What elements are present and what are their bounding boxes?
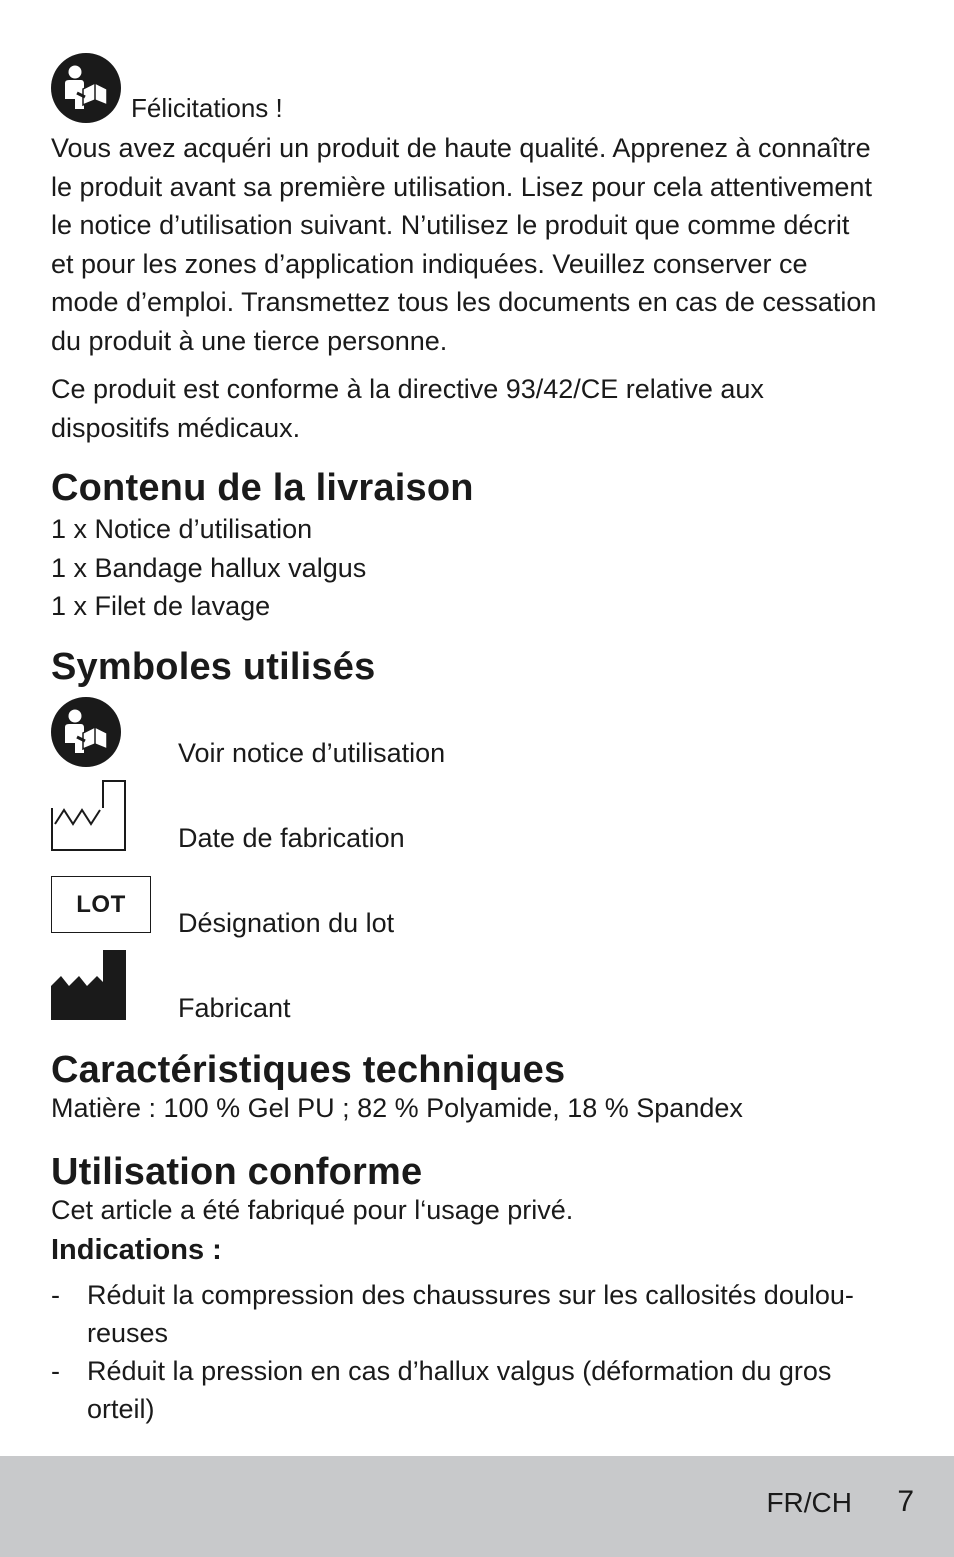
indications-title: Indications :	[51, 1234, 222, 1266]
specs-title: Caractéristiques techniques	[51, 1049, 566, 1091]
symbols-title: Symboles utilisés	[51, 646, 376, 688]
usage-text: Cet article a été fabriqué pour l‘usage privé.	[51, 1195, 574, 1225]
lot-icon: LOT	[51, 876, 151, 933]
page-number: 7	[897, 1485, 914, 1518]
contents-title: Contenu de la livraison	[51, 467, 474, 509]
intro-line: Vous avez acquéri un produit de haute qualité. Apprenez à connaître	[51, 133, 871, 163]
list-item: 1 x Bandage hallux valgus	[51, 552, 367, 583]
contents-list	[51, 510, 366, 626]
bullet-line: Réduit la pression en cas d’hallux valgus (déformation du gros	[87, 1356, 832, 1386]
indications-list	[51, 1276, 871, 1428]
intro-line: le produit avant sa première utilisation. Lisez pour cela attentivement	[51, 171, 872, 202]
intended-use-title: Utilisation conforme	[51, 1151, 423, 1193]
material-text: Matière : 100 % Gel PU ; 82 % Polyamide, 18 % Spandex	[51, 1093, 743, 1123]
intro-line: mode d’emploi. Transmettez tous les documents en cas de cessation	[51, 287, 877, 317]
list-item: 1 x Filet de lavage	[51, 591, 271, 621]
directive-line: Ce produit est conforme à la directive 93/42/CE relative aux	[51, 374, 764, 404]
manufacture-date-icon	[51, 780, 127, 852]
directive-paragraph	[51, 370, 921, 447]
read-manual-icon	[51, 697, 121, 767]
page-footer	[0, 1456, 954, 1557]
read-manual-icon	[51, 53, 121, 123]
intro-line: du produit à une tierce personne.	[51, 325, 448, 356]
bullet-dash: -	[51, 1280, 60, 1310]
manufacturer-icon	[51, 948, 127, 1020]
intro-paragraph	[51, 129, 921, 360]
congrats-heading: Félicitations !	[131, 93, 283, 123]
symbol-label: Fabricant	[178, 993, 291, 1023]
symbol-label: Voir notice d’utilisation	[178, 738, 446, 768]
list-item	[51, 1352, 871, 1428]
directive-line: dispositifs médicaux.	[51, 412, 301, 443]
symbol-label: Date de fabrication	[178, 823, 405, 853]
bullet-line: reuses	[87, 1318, 169, 1348]
list-item: 1 x Notice d’utilisation	[51, 514, 313, 544]
bullet-line: Réduit la compression des chaussures sur les callosités doulou-	[87, 1280, 854, 1310]
intro-line: le notice d’utilisation suivant. N’utilisez le produit que comme décrit	[51, 210, 850, 240]
bullet-line: orteil)	[87, 1394, 155, 1424]
list-item	[51, 1276, 871, 1352]
bullet-dash: -	[51, 1356, 60, 1386]
intro-line: et pour les zones d’application indiquées. Veuillez conserver ce	[51, 248, 808, 279]
region-code: FR/CH	[766, 1487, 852, 1518]
symbol-label: Désignation du lot	[178, 908, 395, 938]
